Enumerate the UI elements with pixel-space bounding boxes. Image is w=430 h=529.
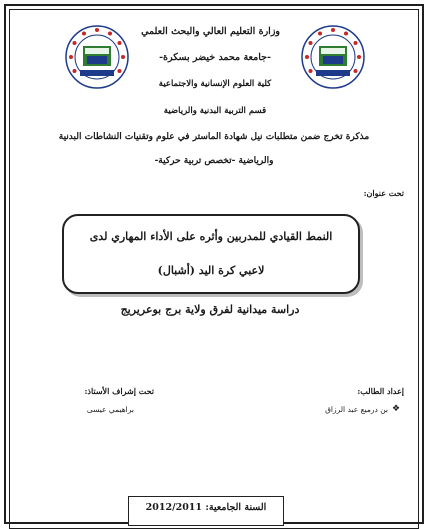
thesis-description-line1: مذكرة تخرج ضمن متطلبات نيل شهادة الماستر في علوم وتقنيات النشاطات البدنية	[58, 132, 370, 142]
university-name: -جامعة محمد خيضر بسكرة-	[159, 52, 271, 63]
thesis-subtitle: دراسة ميدانية لفرق ولاية برج بوعريريج	[120, 303, 300, 316]
thesis-title-box	[62, 214, 360, 294]
under-title-label: تحت عنوان:	[363, 188, 404, 198]
university-emblem-icon	[300, 24, 366, 90]
thesis-description-line2: والرياضية -تخصص تربية حركية-	[154, 156, 274, 166]
department-name: قسم التربية البدنية والرياضية	[163, 106, 267, 116]
university-emblem-icon	[64, 24, 130, 90]
academic-year: السنة الجامعية: 2012/2011	[145, 502, 267, 513]
supervisor-name: براهيمي عيسى	[86, 405, 134, 414]
ministry-name: وزارة التعليم العالي والبحث العلمي	[141, 26, 280, 37]
supervisor-label: تحت إشراف الأستاذ:	[84, 386, 154, 396]
student-label: إعداد الطالب:	[357, 386, 404, 396]
thesis-title-line2: لاعبي كرة اليد (أشبال)	[157, 264, 265, 277]
bullet-diamond-icon: ❖	[391, 404, 401, 414]
student-name: بن درميع عبد الرزاق	[325, 405, 388, 414]
thesis-title-line1: النمط القيادي للمدربين وأثره على الأداء المهاري لدى	[89, 230, 333, 243]
faculty-name: كلية العلوم الإنسانية والاجتماعية	[158, 79, 272, 89]
